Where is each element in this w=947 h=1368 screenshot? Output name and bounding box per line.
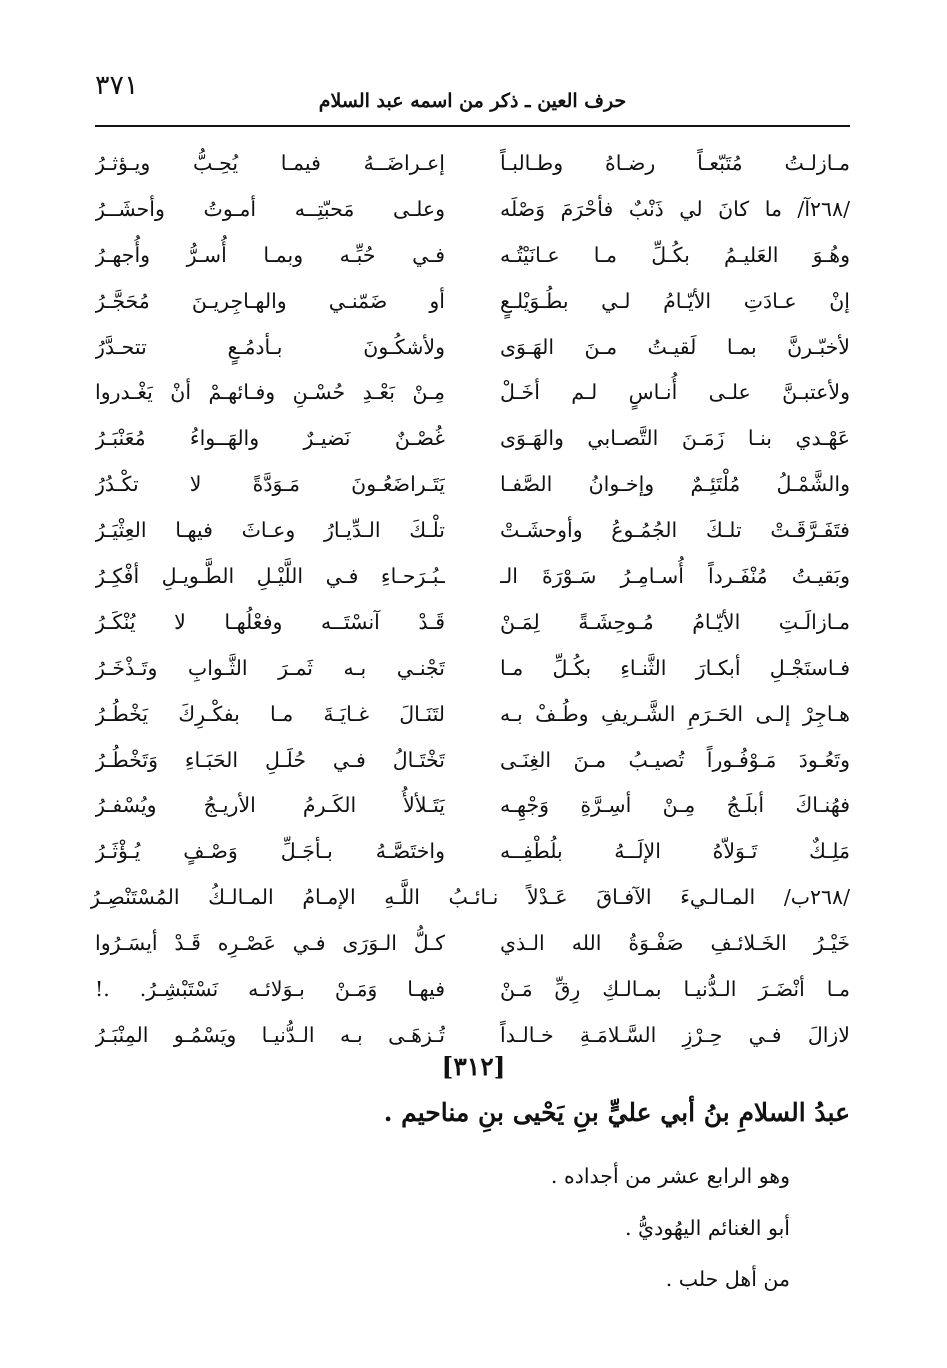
verse-row — [90, 966, 850, 1012]
verse-row — [90, 186, 850, 232]
poem — [90, 140, 850, 1058]
verse-first-hemistich: إنْ عـادَتِ الأيّـامُ لـي بطُـوَيْلـعٍ — [500, 288, 850, 313]
verse-first-hemistich: لأخبّـرنَّ بمـا لَقيـتُ مـنَ الهَـوَى — [500, 334, 850, 359]
verse-second-hemistich: واختَصَّـهُ بـأجَـلِّ وَصْـفٍ يُـؤْثَـرُ — [95, 839, 445, 864]
verse-second-hemistich: لتَنَـالَ غـايَـةَ مـا بفكْـرِكَ يَخْطُـرُ — [95, 701, 445, 726]
verse-row — [90, 278, 850, 324]
verse-second-hemistich: وعلـى مَحبّتِــه أمـوتُ وأحشَــرُ — [95, 196, 445, 221]
verse-first-hemistich: مَلِـكٌ تَـوَلاّهُ الإلَــهُ بلُطْفِــه — [500, 839, 850, 864]
verse-row — [90, 415, 850, 461]
running-title: حرف العين ـ ذكر من اسمه عبد السلام — [318, 90, 627, 112]
verse-second-hemistich: قَـدْ آنسْتَــه وفعْلُهـا لا يُنْكَـرُ — [95, 609, 445, 634]
verse-second-hemistich: فـي حُبِّـه وبمـا أُسـرُّ وأُجهـرُ — [95, 242, 445, 267]
verse-second-hemistich: كـلُّ الـوَرَى فـي عَصْـرِه قَـدْ أيسَـرُوا — [95, 931, 445, 956]
verse-second-hemistich: يَتَـراضَعُـونَ مَـوَدَّةً لا تكْـدُرُ — [95, 472, 445, 497]
verse-row — [90, 140, 850, 186]
verse-first-hemistich: /٢٦٨آ/ ما كانَ لي ذَنْبٌ فأحْرَمَ وَصْلَه — [500, 196, 850, 221]
verse-first-hemistich: خَيْـرُ الخَـلائـفِ صَفْـوَةُ الله الـذي — [500, 931, 850, 956]
verse-second-hemistich: تَجْنـي بـه ثَمـرَ الثَّـوابِ وتَـذْخَـرُ — [95, 655, 445, 680]
verse-second-hemistich: تلْـكَ الـدِّيـارُ وعـاثَ فيهـا العِثْيَـرُ — [95, 518, 445, 543]
verse-first-hemistich: فـاستَجْـلِ أبكـارَ الثَّنـاءِ بكُـلِّ مـا — [500, 655, 850, 680]
verse-second-hemistich: يَتَـلألأُ الكَـرمُ الأريـجُ ويُسْفـرُ — [95, 793, 445, 818]
entry-number: [٣١٢] — [441, 1052, 506, 1081]
page-number: ٣٧١ — [95, 70, 139, 101]
verse-row — [90, 737, 850, 783]
verse-first-hemistich: هـاجِرْ إلـى الحَـرَمِ الشَّـريفِ وطُـفْ بـه — [500, 701, 850, 726]
verse-first-hemistich: مـا أنْضَـرَ الـدُّنيـا بمـالـكِ رِقِّ مَـنْ — [500, 977, 850, 1002]
verse-first-hemistich: وتَعُـودَ مَـوْفُـوراً تُصيـبُ مـنَ الغِنَـى — [500, 747, 850, 772]
verse-first-hemistich: والشَّمْـلُ مُلْتَئِـمٌ وإخـوانُ الصَّفـا — [500, 472, 850, 497]
verse-row — [90, 691, 850, 737]
verse-first-hemistich: مـازالَـتِ الأيّـامُ مُـوحِشَـةً لِمَـنْ — [500, 609, 850, 634]
verse-second-hemistich: ـبُـرَحـاءِ فـي اللَّيْـلِ الطَّـويـلِ أفْكِـرُ — [95, 564, 445, 589]
verse-second-hemistich: فيهـا وَمَـنْ بـوَلائـه نَسْتَبْشِـرُ. .! — [95, 977, 445, 1002]
verse-second-hemistich: ولأشكُـونَ بـأدمُـعٍ تتحـدَّرُ — [95, 334, 445, 359]
verse-second-hemistich: تُـزهَـى بـه الـدُّنيـا ويَسْمُـو المِنْبَـرُ — [95, 1022, 445, 1047]
entry-line: أبو الغنائم اليهُوديُّ . — [624, 1216, 790, 1240]
verse-first-hemistich: ولأعتبـنَّ علـى أُنـاسٍ لـم أخَـلْ — [500, 380, 850, 405]
entry-name: عبدُ السلامِ بنُ أبي عليٍّ بنِ يَحْيى بنِ مناحيم . — [383, 1098, 850, 1127]
verse-row — [90, 1012, 850, 1058]
verse-first-hemistich: فهُنـاكَ أبلَـجُ مِـنْ أسِـرَّةِ وَجْهِـه — [500, 793, 850, 818]
verse-row — [90, 645, 850, 691]
verse-row — [90, 553, 850, 599]
verse-second-hemistich: مِـنْ بَعْـدِ حُسْـنِ وفـائهـمْ أنْ يَغْـدروا — [95, 380, 445, 405]
verse-row — [90, 920, 850, 966]
page-header — [95, 70, 850, 124]
verse-second-hemistich: غُصْـنٌ نَضيـرٌ والهَــواءُ مُعَنْبَـرُ — [95, 426, 445, 451]
header-rule — [95, 125, 850, 127]
verse-full-line: /٢٦٨ب/ المـالـيءَ الآفـاقَ عَـدْلاً نـائـبُ اللَّـهِ الإمـامُ المـالـكُ المُسْتَنْصِـرُ — [90, 885, 850, 910]
verse-row — [90, 782, 850, 828]
verse-first-hemistich: وبَقيـتُ مُنْفَـرداً أُسـامِـرُ سَـوْرَةَ الـ — [500, 564, 850, 589]
verse-first-hemistich: فتَفَـرَّقَـتْ تلـكَ الجُمُـوعُ وأوحشَـتْ — [500, 518, 850, 543]
verse-row-full — [90, 874, 850, 920]
verse-second-hemistich: أو ضَمّنـي والهـاجِريـنَ مُحَجَّـرُ — [95, 288, 445, 313]
verse-second-hemistich: تَخْتَـالُ فـي حُلَـلِ الحَبَـاءِ وَتَخْطُـرُ — [95, 747, 445, 772]
verse-first-hemistich: وهُـوَ العَليـمُ بكُـلِّ مـا عـانَيْتُـه — [500, 242, 850, 267]
verse-first-hemistich: عَهْـدي بنـا زَمَـنَ التَّصـابي والهَـوَى — [500, 426, 850, 451]
verse-first-hemistich: لازالَ فـي حِـرْزِ السَّـلامَـةِ خـالـداً — [500, 1022, 850, 1047]
verse-row — [90, 369, 850, 415]
verse-second-hemistich: إعـراضَــهُ فيمـا يُحِـبُّ ويـؤثـرُ — [95, 151, 445, 175]
verse-row — [90, 232, 850, 278]
verse-row — [90, 324, 850, 370]
verse-row — [90, 828, 850, 874]
entry-line: من أهل حلب . — [665, 1267, 790, 1291]
verse-row — [90, 599, 850, 645]
verse-first-hemistich: مـازلـتُ مُتَبّعـاً رضـاهُ وطـالبـاً — [500, 151, 850, 175]
entry-line: وهو الرابع عشر من أجداده . — [550, 1164, 790, 1188]
verse-row — [90, 507, 850, 553]
verse-row — [90, 461, 850, 507]
